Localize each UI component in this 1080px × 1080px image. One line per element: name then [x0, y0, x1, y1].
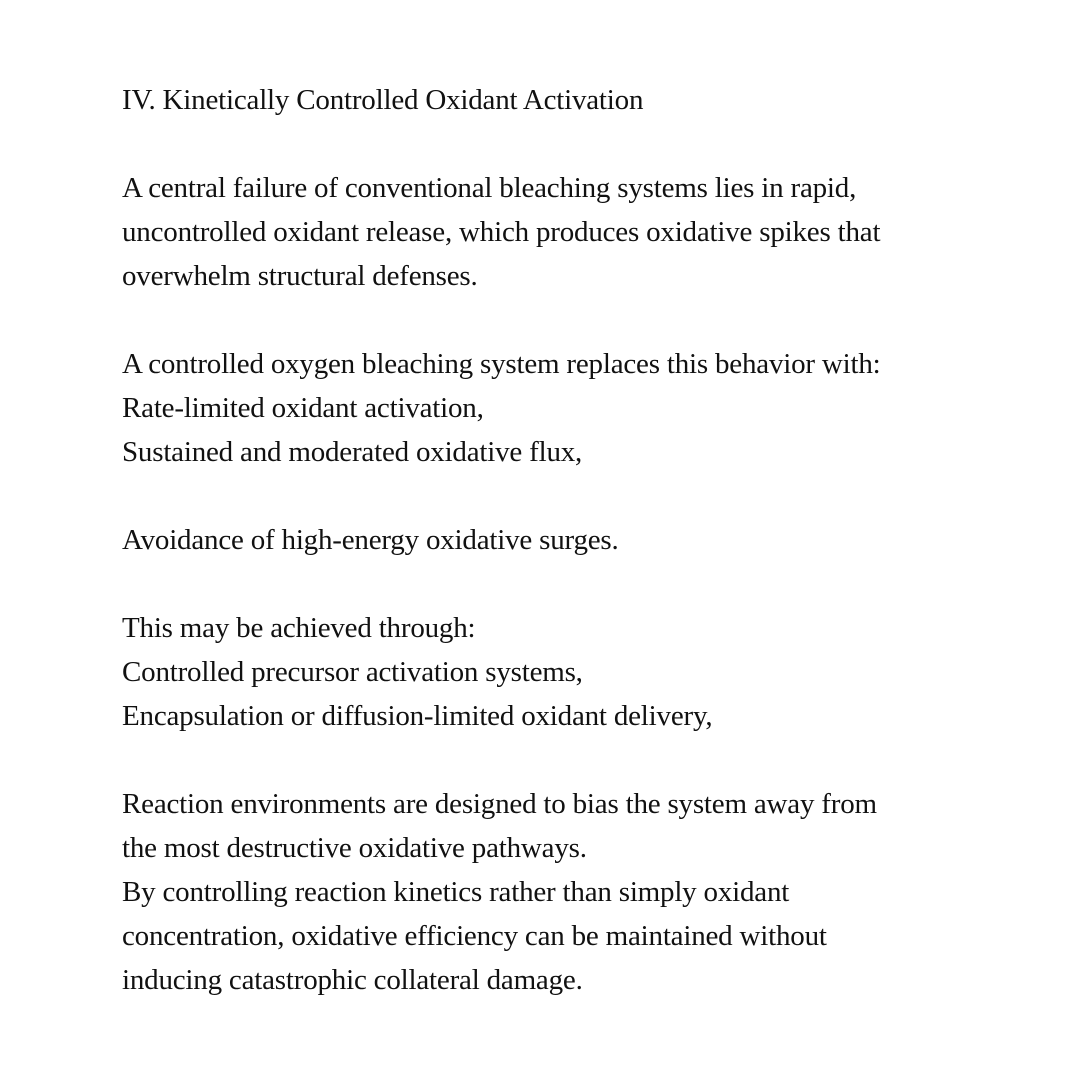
- text-line: Encapsulation or diffusion-limited oxidant delivery,: [122, 700, 713, 732]
- text-line: This may be achieved through:: [122, 612, 476, 644]
- document-body: [122, 78, 952, 1002]
- paragraph-spacer: [122, 562, 952, 606]
- text-line: Controlled precursor activation systems,: [122, 656, 583, 688]
- paragraph-spacer: [122, 298, 952, 342]
- text-line: overwhelm structural defenses.: [122, 260, 478, 292]
- text-line: Rate-limited oxidant activation,: [122, 392, 484, 424]
- paragraph-spacer: [122, 122, 952, 166]
- text-line: concentration, oxidative efficiency can be maintained without: [122, 920, 827, 952]
- text-line: uncontrolled oxidant release, which produces oxidative spikes that: [122, 216, 881, 248]
- paragraph-3: [122, 518, 952, 562]
- text-line: A central failure of conventional bleaching systems lies in rapid,: [122, 172, 857, 204]
- paragraph-spacer: [122, 738, 952, 782]
- text-line: Avoidance of high-energy oxidative surges.: [122, 524, 619, 556]
- paragraph-4: [122, 606, 952, 738]
- text-line: Reaction environments are designed to bias the system away from: [122, 788, 877, 820]
- text-line: the most destructive oxidative pathways.: [122, 832, 587, 864]
- paragraph-1: [122, 166, 952, 298]
- text-line: By controlling reaction kinetics rather than simply oxidant: [122, 876, 790, 908]
- text-line: Sustained and moderated oxidative flux,: [122, 436, 583, 468]
- text-line: inducing catastrophic collateral damage.: [122, 964, 583, 996]
- paragraph-5: [122, 782, 952, 1002]
- paragraph-2: [122, 342, 952, 474]
- paragraph-spacer: [122, 474, 952, 518]
- section-heading: IV. Kinetically Controlled Oxidant Activation: [122, 84, 644, 116]
- text-line: A controlled oxygen bleaching system replaces this behavior with:: [122, 348, 881, 380]
